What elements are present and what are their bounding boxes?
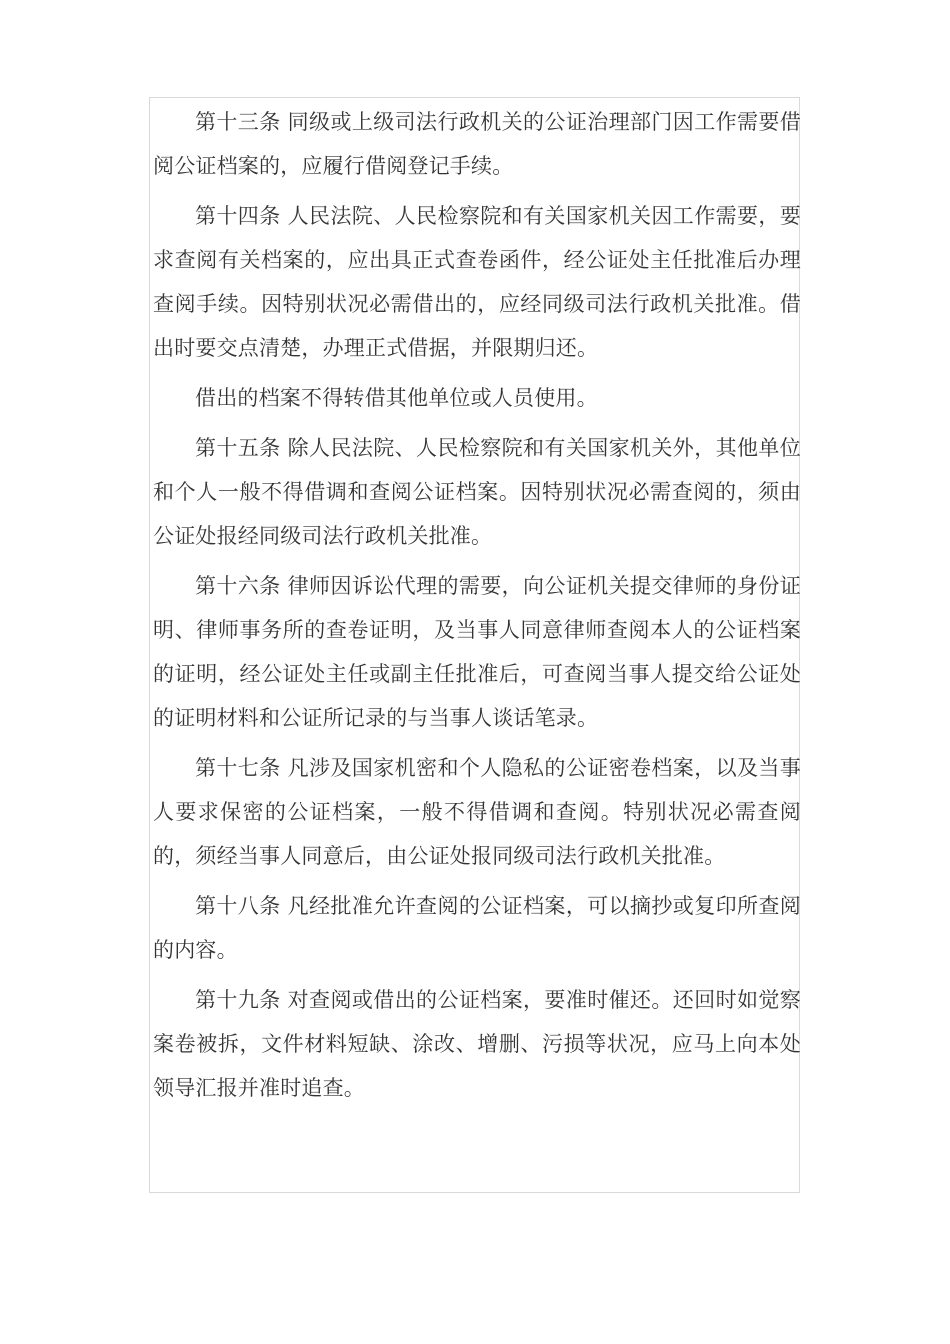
article-13: 第十三条 同级或上级司法行政机关的公证治理部门因工作需要借阅公证档案的，应履行借阅登记手续。 (153, 110, 801, 178)
article-16: 第十六条 律师因诉讼代理的需要，向公证机关提交律师的身份证明、律师事务所的查卷证明，及当事人同意律师查阅本人的公证档案的证明，经公证处主任或副主任批准后，可查阅当事人提交给公证处的证明材料和公证所记录的与当事人谈话笔录。 (153, 574, 801, 730)
article-17: 第十七条 凡涉及国家机密和个人隐私的公证密卷档案，以及当事人要求保密的公证档案，一般不得借调和查阅。特别状况必需查阅的，须经当事人同意后，由公证处报同级司法行政机关批准。 (153, 756, 801, 868)
article-19: 第十九条 对查阅或借出的公证档案，要准时催还。还回时如觉察案卷被拆，文件材料短缺、涂改、增删、污损等状况，应马上向本处领导汇报并准时追查。 (153, 988, 801, 1100)
article-14: 第十四条 人民法院、人民检察院和有关国家机关因工作需要，要求查阅有关档案的，应出具正式查卷函件，经公证处主任批准后办理查阅手续。因特别状况必需借出的，应经同级司法行政机关批准。借出时要交点清楚，办理正式借据，并限期归还。 (153, 204, 801, 360)
article-18: 第十八条 凡经批准允许查阅的公证档案，可以摘抄或复印所查阅的内容。 (153, 894, 801, 962)
article-14-supplement: 借出的档案不得转借其他单位或人员使用。 (195, 386, 598, 410)
article-15: 第十五条 除人民法院、人民检察院和有关国家机关外，其他单位和个人一般不得借调和查阅公证档案。因特别状况必需查阅的，须由公证处报经同级司法行政机关批准。 (153, 436, 801, 548)
document-body (153, 100, 801, 1116)
